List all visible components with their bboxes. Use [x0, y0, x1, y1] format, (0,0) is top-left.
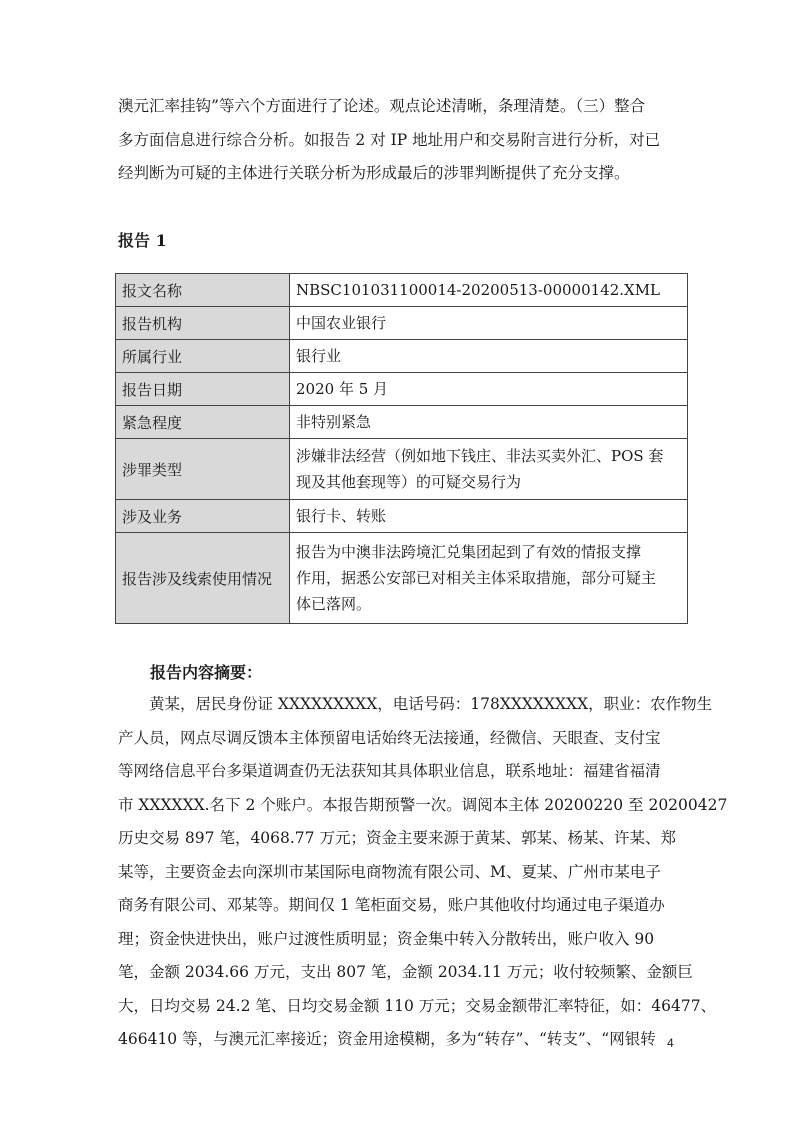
row-label: 所属行业 — [116, 340, 290, 373]
row-label: 报告涉及线索使用情况 — [116, 533, 290, 624]
table-row — [116, 406, 688, 439]
value-line: 现及其他套现等）的可疑交易行为 — [296, 473, 522, 491]
text-line: 澳元汇率挂钩”等六个方面进行了论述。观点论述清晰，条理清楚。（三）整合 — [118, 97, 646, 115]
text-line: 市 XXXXXX.名下 2 个账户。本报告期预警一次。调阅本主体 20200220 至 20200427 — [118, 795, 728, 814]
row-value — [290, 533, 688, 624]
text-line: 产人员，网点尽调反馈本主体预留电话始终无法接通，经微信、天眼查、支付宝 — [118, 728, 661, 747]
text-line: 466410 等，与澳元汇率接近；资金用途模糊，多为“转存”、“转支”、“网银转 — [118, 1030, 656, 1048]
row-label: 报文名称 — [116, 274, 290, 307]
row-label: 报告机构 — [116, 307, 290, 340]
value-line: 作用，据悉公安部已对相关主体采取措施，部分可疑主 — [296, 569, 657, 587]
row-value — [290, 439, 688, 500]
table-row — [116, 533, 688, 624]
row-value: NBSC101031100014-20200513-00000142.XML — [290, 274, 688, 307]
table-row — [116, 500, 688, 533]
row-label: 报告日期 — [116, 373, 290, 406]
row-value: 非特别紧急 — [290, 406, 688, 439]
row-value: 银行业 — [290, 340, 688, 373]
text-line: 历史交易 897 笔，4068.77 万元；资金主要来源于黄某、郭某、杨某、许某、郑 — [118, 829, 676, 847]
row-label: 紧急程度 — [116, 406, 290, 439]
table-row — [116, 373, 688, 406]
text-line: 商务有限公司、邓某等。期间仅 1 笔柜面交易，账户其他收付均通过电子渠道办 — [118, 896, 665, 914]
table-row — [116, 340, 688, 373]
text-line: 经判断为可疑的主体进行关联分析为形成最后的涉罪判断提供了充分支撑。 — [118, 164, 630, 182]
row-label: 涉及业务 — [116, 500, 290, 533]
table-row — [116, 307, 688, 340]
text-line: 笔，金额 2034.66 万元，支出 807 笔，金额 2034.11 万元；收付较频繁、金额巨 — [118, 963, 693, 981]
row-value: 2020 年 5 月 — [290, 373, 688, 406]
row-value: 中国农业银行 — [290, 307, 688, 340]
table-row — [116, 439, 688, 500]
row-label: 涉罪类型 — [116, 439, 290, 500]
text-line: 大，日均交易 24.2 笔、日均交易金额 110 万元；交易金额带汇率特征，如：46477、 — [118, 996, 717, 1015]
value-line: 涉嫌非法经营（例如地下钱庄、非法买卖外汇、POS 套 — [296, 447, 664, 465]
summary-heading: 报告内容摘要： — [150, 663, 263, 682]
text-line: 理；资金快进快出，账户过渡性质明显；资金集中转入分散转出，账户收入 90 — [118, 929, 655, 948]
table-row — [116, 274, 688, 307]
text-line: 多方面信息进行综合分析。如报告 2 对 IP 地址用户和交易附言进行分析，对已 — [118, 130, 661, 149]
report-heading: 报告 1 — [118, 231, 167, 250]
text-line: 黄某，居民身份证 XXXXXXXXX，电话号码：178XXXXXXXX，职业：农作物生 — [149, 695, 713, 713]
page-number: 4 — [667, 1036, 674, 1050]
intro-paragraph — [118, 90, 688, 191]
text-line: 等网络信息平台多渠道调查仍无法获知其具体职业信息，联系地址：福建省福清 — [118, 762, 661, 780]
report-info-table — [115, 273, 688, 624]
summary-paragraph — [118, 688, 728, 1057]
row-value: 银行卡、转账 — [290, 500, 688, 533]
value-line: 报告为中澳非法跨境汇兑集团起到了有效的情报支撑 — [296, 543, 642, 561]
value-line: 体已落网。 — [296, 595, 372, 613]
text-line: 某等，主要资金去向深圳市某国际电商物流有限公司、M、夏某、广州市某电子 — [118, 862, 661, 881]
